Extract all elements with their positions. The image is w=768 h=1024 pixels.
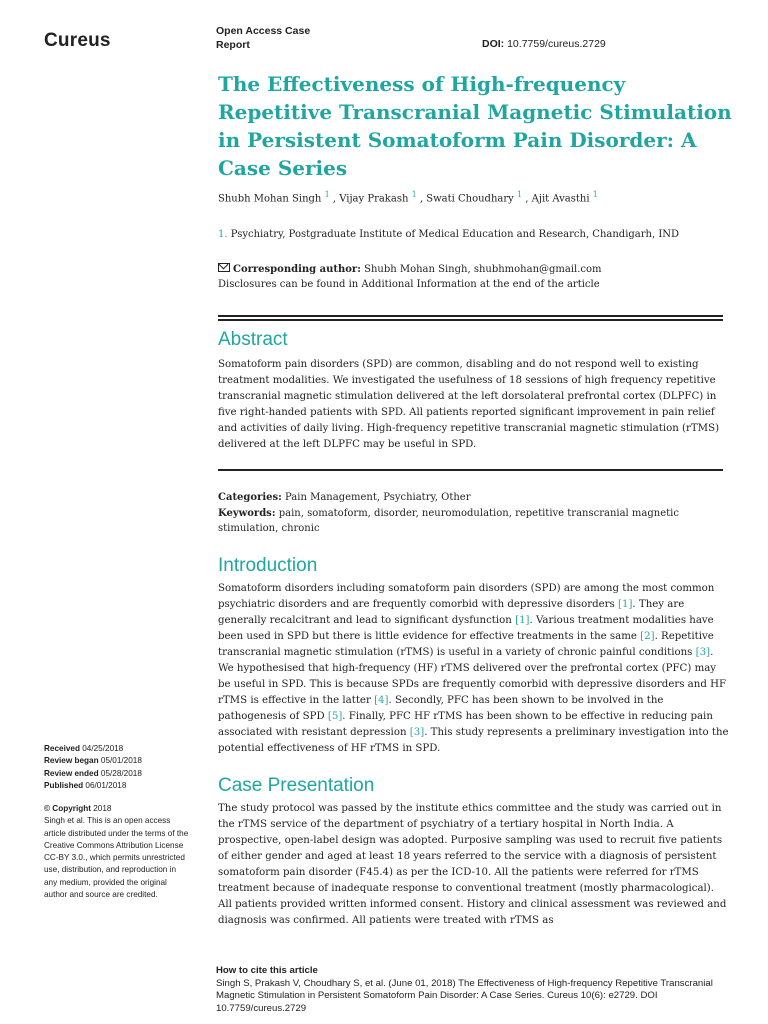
author-affiliation-marker: 1: [516, 190, 523, 199]
reference-link[interactable]: [3]: [695, 647, 711, 658]
article-title: The Effectiveness of High-frequency Repetitive Transcranial Magnetic Stimulation in Persistent Somatoform Pain Disorder: A Case Series: [218, 72, 732, 180]
cureus-logo: Cureus: [44, 30, 111, 51]
corresponding-author: [218, 262, 738, 277]
author-name[interactable]: Shubh Mohan Singh: [218, 193, 322, 205]
copyright-label: © Copyright: [44, 804, 91, 813]
copyright-text: Singh et al. This is an open access article distributed under the terms of the Creative Commons Attribution License CC-BY 3.0., which permits unrestricted use, distribution, and reproduction in any medium, provided the original author and source are credited.: [44, 816, 189, 900]
affiliation-number: 1.: [218, 229, 228, 240]
document-type: [216, 24, 310, 52]
author-affiliation-marker: 1: [324, 190, 330, 199]
date-label: Received: [44, 744, 80, 753]
citation-text: Singh S, Prakash V, Choudhary S, et al. (June 01, 2018) The Effectiveness of High-frequency Repetitive Transcranial Magnetic Stimulation in Persistent Somatoform Pain Disorder: A Case Series. Cureus 10(6): e2729. DOI 10.7759/cureus.2729: [216, 977, 713, 1014]
document-type-line2: Report: [216, 39, 250, 51]
document-type-line1: Open Access Case: [216, 25, 311, 37]
affiliation: [218, 229, 738, 240]
author-list: Shubh Mohan Singh $^1$ , Vijay Prakash $^1$ , Swati Choudhary $^1$ , Ajit Avasthi $^1$: [218, 190, 598, 205]
categories-label: Categories:: [218, 492, 282, 503]
reference-link[interactable]: [3]: [409, 727, 425, 738]
case-presentation-text: The study protocol was passed by the institute ethics committee and the study was carried out in the rTMS service of the department of psychiatry of a tertiary hospital in North India. A prospective, open-label design was adopted. Purposive sampling was used to recruit five patients of either gender and aged at least 18 years referred to the service with a diagnosis of persistent somatoform pain disorder (F45.4) as per the ICD-10. All the patients were referred for rTMS treatment because of inadequate response to conventional treatment (mostly pharmacological). All patients provided written informed consent. History and clinical assessment was reviewed and diagnosis was confirmed. All patients were treated with rTMS as: [218, 803, 727, 926]
categories-keywords: [218, 490, 730, 537]
case-presentation-heading: Case Presentation: [218, 775, 375, 796]
corresponding-block: [218, 262, 738, 292]
author-name[interactable]: Swati Choudhary: [426, 193, 514, 205]
copyright-year: 2018: [93, 804, 112, 813]
doi-link[interactable]: 10.7759/cureus.2729: [507, 38, 606, 50]
date-label: Review began: [44, 756, 99, 766]
copyright-heading: [44, 803, 189, 815]
date-label: Published: [44, 780, 84, 790]
keywords-label: Keywords:: [218, 507, 276, 519]
copyright-block: [44, 803, 189, 901]
corresponding-label: Corresponding author:: [233, 264, 361, 275]
abstract-text: Somatoform pain disorders (SPD) are common, disabling and do not respond well to existing treatment modalities. We investigated the usefulness of 18 sessions of high frequency repetitive transcranial magnetic stimulation delivered at the left dorsolateral prefrontal cortex (DLPFC) in five right-handed patients with SPD. All patients reported significant improvement in pain relief and activities of daily living. High-frequency repetitive transcranial magnetic stimulation (rTMS) delivered at the left DLPFC may be useful in SPD.: [218, 359, 720, 450]
corresponding-value[interactable]: Shubh Mohan Singh, shubhmohan@gmail.com: [364, 264, 602, 275]
date-value: 05/28/2018: [100, 768, 142, 778]
reference-link[interactable]: [1]: [617, 599, 633, 610]
introduction-heading: Introduction: [218, 555, 318, 576]
envelope-icon: [218, 263, 230, 272]
reference-link[interactable]: [4]: [374, 695, 389, 706]
date-value: 05/01/2018: [100, 756, 142, 766]
reference-link[interactable]: [1]: [515, 615, 530, 626]
doi: [482, 38, 606, 50]
categories: [218, 490, 730, 506]
date-published: [44, 780, 189, 792]
abstract-heading: Abstract: [218, 329, 288, 350]
date-label: Review ended: [44, 768, 99, 778]
reference-link[interactable]: [5]: [327, 711, 343, 722]
date-review-ended: [44, 768, 189, 780]
date-received: [44, 743, 189, 755]
affiliation-text: Psychiatry, Postgraduate Institute of Medical Education and Research, Chandigarh, IND: [230, 229, 680, 240]
author-affiliation-marker: 1: [411, 190, 417, 199]
date-value: 06/01/2018: [85, 780, 127, 790]
author-name[interactable]: Vijay Prakash: [339, 193, 409, 205]
divider: [218, 315, 723, 317]
categories-value: Pain Management, Psychiatry, Other: [285, 492, 471, 503]
divider: [218, 319, 723, 321]
publication-dates: [44, 743, 189, 792]
author-name[interactable]: Ajit Avasthi: [531, 193, 590, 205]
reference-link[interactable]: [2]: [640, 631, 655, 642]
introduction-text: Somatoform disorders including somatoform pain disorders (SPD) are among the most common psychiatric disorders and are frequently comorbid with depressive disorders [1]. They are generally recalcitrant and lead to significant dysfunction [1]. Various treatment modalities have been used in SPD but there is little evidence for effective treatments in the same [2]. Repetitive transcranial magnetic stimulation (rTMS) is useful in a variety of chronic painful conditions [3]. We hypothesised that high-frequency (HF) rTMS delivered over the prefrontal cortex (PFC) may be useful in SPD. This is because SPDs are frequently comorbid with depressive disorders and HF rTMS is effective in the latter [4]. Secondly, PFC has been shown to be involved in the pathogenesis of SPD [5]. Finally, PFC HF rTMS has been shown to be effective in reducing pain associated with resistant depression [3]. This study represents a preliminary investigation into the potential effectiveness of HF rTMS in SPD.: [218, 583, 729, 754]
citation-block: [216, 965, 736, 1015]
disclosures-note: Disclosures can be found in Additional Information at the end of the article: [218, 279, 600, 290]
author-affiliation-marker: 1: [592, 190, 598, 199]
citation-heading-text: How to cite this article: [216, 965, 318, 976]
date-value: 04/25/2018: [82, 744, 124, 753]
date-review-began: [44, 755, 189, 767]
divider: [218, 469, 723, 471]
doi-label: DOI:: [482, 38, 505, 50]
keywords: [218, 506, 730, 537]
citation-heading: [216, 965, 736, 978]
keywords-value: pain, somatoform, disorder, neuromodulation, repetitive transcranial magnetic stimulation, chronic: [218, 507, 679, 534]
